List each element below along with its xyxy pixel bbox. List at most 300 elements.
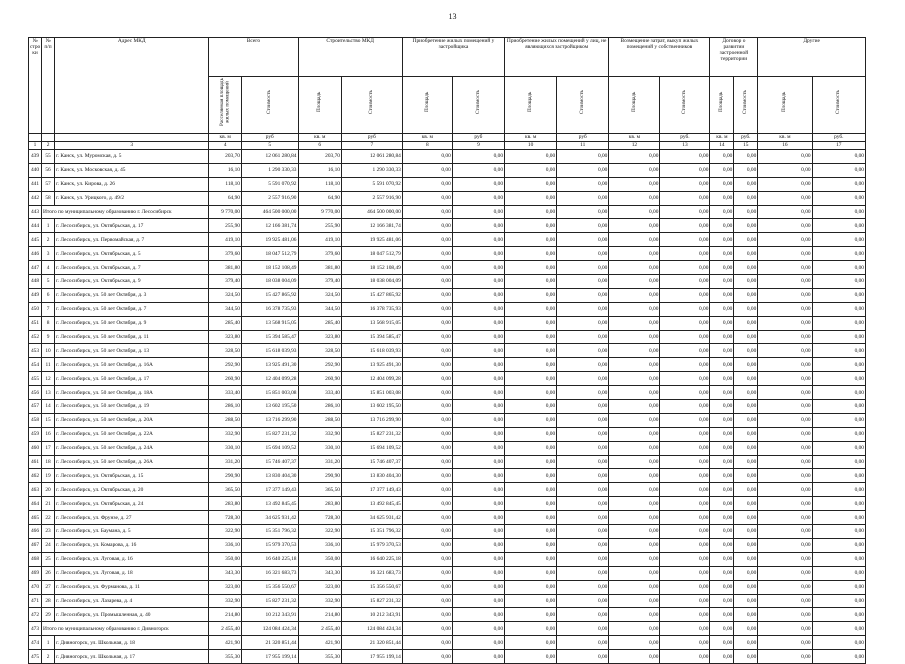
zero-value: 0,00 — [609, 358, 660, 372]
zero-value: 0,00 — [710, 636, 734, 650]
table-body — [29, 150, 866, 664]
zero-value: 0,00 — [660, 247, 710, 261]
zero-value: 0,00 — [402, 177, 452, 191]
zero-value: 0,00 — [734, 650, 758, 664]
construction-area: 286,10 — [298, 400, 341, 414]
zero-value: 0,00 — [557, 275, 609, 289]
table-row — [29, 219, 866, 233]
unit-label: кв. м — [298, 134, 341, 142]
zero-value: 0,00 — [710, 580, 734, 594]
construction-cost: 15 851 003,08 — [341, 386, 402, 400]
total-area: 355,30 — [209, 650, 242, 664]
zero-value: 0,00 — [452, 344, 504, 358]
zero-value: 0,00 — [710, 497, 734, 511]
col-header-cost: Стоимость — [265, 90, 272, 114]
zero-value: 0,00 — [710, 205, 734, 219]
construction-area: 323,80 — [298, 330, 341, 344]
table-row — [29, 552, 866, 566]
zero-value: 0,00 — [660, 372, 710, 386]
column-number: 9 — [452, 142, 504, 150]
zero-value: 0,00 — [734, 247, 758, 261]
table-row — [29, 400, 866, 414]
zero-value: 0,00 — [734, 302, 758, 316]
zero-value: 0,00 — [710, 552, 734, 566]
col-header-area: Площадь — [781, 91, 788, 113]
zero-value: 0,00 — [609, 636, 660, 650]
row-number: 464 — [29, 497, 42, 511]
zero-value: 0,00 — [557, 497, 609, 511]
col-header-address: Адрес МКД — [55, 38, 209, 134]
unit-label: кв. м — [402, 134, 452, 142]
pp-number: 55 — [42, 150, 55, 164]
total-area: 255,90 — [209, 219, 242, 233]
total-cost: 13 568 915,05 — [241, 316, 298, 330]
zero-value: 0,00 — [505, 441, 557, 455]
total-area: 286,10 — [209, 400, 242, 414]
zero-value: 0,00 — [734, 622, 758, 636]
row-number: 460 — [29, 441, 42, 455]
zero-value: 0,00 — [609, 511, 660, 525]
zero-value: 0,00 — [812, 288, 865, 302]
total-cost: 15 979 370,53 — [241, 538, 298, 552]
zero-value: 0,00 — [734, 552, 758, 566]
zero-value: 0,00 — [452, 594, 504, 608]
row-number: 456 — [29, 386, 42, 400]
zero-value: 0,00 — [710, 247, 734, 261]
construction-area: 322,90 — [298, 525, 341, 539]
table-row — [29, 538, 866, 552]
zero-value: 0,00 — [505, 275, 557, 289]
construction-cost: 17 955 199,14 — [341, 650, 402, 664]
table-row — [29, 275, 866, 289]
zero-value: 0,00 — [557, 372, 609, 386]
zero-value: 0,00 — [758, 247, 812, 261]
zero-value: 0,00 — [557, 427, 609, 441]
zero-value: 0,00 — [812, 400, 865, 414]
zero-value: 0,00 — [557, 608, 609, 622]
zero-value: 0,00 — [557, 205, 609, 219]
pp-number: 15 — [42, 413, 55, 427]
zero-value: 0,00 — [710, 413, 734, 427]
zero-value: 0,00 — [758, 622, 812, 636]
zero-value: 0,00 — [734, 261, 758, 275]
zero-value: 0,00 — [557, 483, 609, 497]
row-number: 443 — [29, 205, 42, 219]
zero-value: 0,00 — [505, 455, 557, 469]
zero-value: 0,00 — [758, 497, 812, 511]
row-number: 449 — [29, 288, 42, 302]
zero-value: 0,00 — [452, 566, 504, 580]
zero-value: 0,00 — [505, 497, 557, 511]
zero-value: 0,00 — [660, 469, 710, 483]
total-area: 288,50 — [209, 413, 242, 427]
zero-value: 0,00 — [452, 511, 504, 525]
zero-value: 0,00 — [452, 316, 504, 330]
page-number: 13 — [448, 12, 457, 21]
zero-value: 0,00 — [609, 650, 660, 664]
row-number: 455 — [29, 372, 42, 386]
zero-value: 0,00 — [812, 427, 865, 441]
total-area: 16,10 — [209, 163, 242, 177]
zero-value: 0,00 — [402, 441, 452, 455]
zero-value: 0,00 — [812, 497, 865, 511]
construction-area: 728,30 — [298, 511, 341, 525]
pp-number: 17 — [42, 441, 55, 455]
zero-value: 0,00 — [812, 650, 865, 664]
zero-value: 0,00 — [609, 344, 660, 358]
header-unit-row — [29, 134, 866, 142]
zero-value: 0,00 — [505, 261, 557, 275]
zero-value: 0,00 — [758, 511, 812, 525]
row-number: 453 — [29, 344, 42, 358]
zero-value: 0,00 — [734, 608, 758, 622]
total-area: 322,90 — [209, 525, 242, 539]
total-cost: 15 427 865,92 — [241, 288, 298, 302]
zero-value: 0,00 — [734, 191, 758, 205]
zero-value: 0,00 — [402, 275, 452, 289]
col-header-area-resettled: Расселяемая площадь жилых помещений — [218, 78, 231, 126]
resettlement-register-table — [28, 37, 866, 664]
total-area: 332,90 — [209, 594, 242, 608]
total-cost: 12 061 280,84 — [241, 150, 298, 164]
zero-value: 0,00 — [812, 455, 865, 469]
zero-value: 0,00 — [660, 177, 710, 191]
zero-value: 0,00 — [505, 469, 557, 483]
total-area: 323,80 — [209, 330, 242, 344]
zero-value: 0,00 — [710, 400, 734, 414]
zero-value: 0,00 — [452, 177, 504, 191]
zero-value: 0,00 — [660, 552, 710, 566]
zero-value: 0,00 — [710, 191, 734, 205]
total-area: 332,90 — [209, 427, 242, 441]
pp-number: 2 — [42, 233, 55, 247]
zero-value: 0,00 — [710, 358, 734, 372]
address-cell: г. Лесосибирск, ул. 50 лет Октября, д. 17 — [55, 372, 209, 386]
zero-value: 0,00 — [609, 455, 660, 469]
zero-value: 0,00 — [812, 191, 865, 205]
zero-value: 0,00 — [452, 608, 504, 622]
total-cost: 16 640 225,18 — [241, 552, 298, 566]
zero-value: 0,00 — [557, 358, 609, 372]
zero-value: 0,00 — [505, 594, 557, 608]
table-row — [29, 608, 866, 622]
zero-value: 0,00 — [505, 538, 557, 552]
construction-area: 332,90 — [298, 427, 341, 441]
zero-value: 0,00 — [609, 288, 660, 302]
zero-value: 0,00 — [734, 469, 758, 483]
zero-value: 0,00 — [557, 386, 609, 400]
column-number: 16 — [758, 142, 812, 150]
zero-value: 0,00 — [505, 386, 557, 400]
total-area: 203,70 — [209, 150, 242, 164]
zero-value: 0,00 — [609, 441, 660, 455]
zero-value: 0,00 — [758, 177, 812, 191]
zero-value: 0,00 — [402, 330, 452, 344]
total-area: 214,80 — [209, 608, 242, 622]
zero-value: 0,00 — [609, 386, 660, 400]
address-cell: г. Лесосибирск, ул. Фурманова, д. 11 — [55, 580, 209, 594]
construction-cost: 2 557 916,90 — [341, 191, 402, 205]
zero-value: 0,00 — [758, 233, 812, 247]
zero-value: 0,00 — [660, 455, 710, 469]
construction-cost: 34 625 931,42 — [341, 511, 402, 525]
pp-number: 13 — [42, 386, 55, 400]
pp-number: 19 — [42, 469, 55, 483]
zero-value: 0,00 — [758, 302, 812, 316]
zero-value: 0,00 — [758, 150, 812, 164]
unit-label: руб. — [812, 134, 865, 142]
zero-value: 0,00 — [758, 525, 812, 539]
row-number: 457 — [29, 400, 42, 414]
table-row — [29, 261, 866, 275]
zero-value: 0,00 — [758, 386, 812, 400]
total-area: 323,00 — [209, 580, 242, 594]
zero-value: 0,00 — [710, 525, 734, 539]
zero-value: 0,00 — [609, 552, 660, 566]
total-area: 343,30 — [209, 566, 242, 580]
zero-value: 0,00 — [402, 483, 452, 497]
total-area: 290,90 — [209, 469, 242, 483]
zero-value: 0,00 — [452, 163, 504, 177]
row-number: 465 — [29, 511, 42, 525]
table-row — [29, 191, 866, 205]
total-cost: 15 746 407,37 — [241, 455, 298, 469]
zero-value: 0,00 — [452, 552, 504, 566]
construction-area: 9 770,00 — [298, 205, 341, 219]
zero-value: 0,00 — [660, 566, 710, 580]
zero-value: 0,00 — [660, 650, 710, 664]
row-number: 461 — [29, 455, 42, 469]
construction-area: 379,40 — [298, 275, 341, 289]
zero-value: 0,00 — [812, 261, 865, 275]
construction-cost: 10 212 343,91 — [341, 608, 402, 622]
column-number: 6 — [298, 142, 341, 150]
construction-area: 421,90 — [298, 636, 341, 650]
construction-area: 330,10 — [298, 441, 341, 455]
total-cost: 10 212 343,91 — [241, 608, 298, 622]
header-group-row — [29, 38, 866, 77]
zero-value: 0,00 — [710, 219, 734, 233]
col-header-cost: Стоимость — [835, 90, 841, 114]
table-row — [29, 344, 866, 358]
zero-value: 0,00 — [660, 261, 710, 275]
zero-value: 0,00 — [557, 316, 609, 330]
zero-value: 0,00 — [402, 538, 452, 552]
total-cost: 18 152 108,49 — [241, 261, 298, 275]
zero-value: 0,00 — [812, 441, 865, 455]
table-row — [29, 163, 866, 177]
zero-value: 0,00 — [505, 650, 557, 664]
subtotal-row — [29, 622, 866, 636]
zero-value: 0,00 — [402, 622, 452, 636]
table-row — [29, 372, 866, 386]
total-cost: 17 955 199,14 — [241, 650, 298, 664]
col-header-total: Всего — [209, 38, 298, 77]
construction-area: 328,50 — [298, 344, 341, 358]
zero-value: 0,00 — [812, 608, 865, 622]
total-area: 285,40 — [209, 316, 242, 330]
zero-value: 0,00 — [402, 497, 452, 511]
row-number: 473 — [29, 622, 42, 636]
zero-value: 0,00 — [734, 219, 758, 233]
col-header-acq-builder: Приобретение жилых помещений у застройщика — [402, 38, 504, 77]
address-cell: г. Лесосибирск, ул. Луговая, д. 18 — [55, 566, 209, 580]
row-number: 444 — [29, 219, 42, 233]
pp-number: 26 — [42, 566, 55, 580]
total-cost: 18 038 004,09 — [241, 275, 298, 289]
total-cost: 17 377 149,43 — [241, 483, 298, 497]
zero-value: 0,00 — [609, 483, 660, 497]
zero-value: 0,00 — [660, 205, 710, 219]
total-area: 379,40 — [209, 275, 242, 289]
zero-value: 0,00 — [758, 400, 812, 414]
zero-value: 0,00 — [812, 566, 865, 580]
construction-area: 343,30 — [298, 566, 341, 580]
zero-value: 0,00 — [660, 233, 710, 247]
zero-value: 0,00 — [660, 538, 710, 552]
total-cost: 13 925 491,30 — [241, 358, 298, 372]
pp-number: 18 — [42, 455, 55, 469]
zero-value: 0,00 — [710, 441, 734, 455]
unit-label: кв. м — [710, 134, 734, 142]
construction-cost: 13 602 195,50 — [341, 400, 402, 414]
zero-value: 0,00 — [452, 302, 504, 316]
column-number-row — [29, 142, 866, 150]
construction-area: 118,10 — [298, 177, 341, 191]
zero-value: 0,00 — [660, 608, 710, 622]
zero-value: 0,00 — [452, 538, 504, 552]
zero-value: 0,00 — [609, 525, 660, 539]
table-row — [29, 413, 866, 427]
zero-value: 0,00 — [452, 330, 504, 344]
zero-value: 0,00 — [557, 636, 609, 650]
col-header-cost: Стоимость — [578, 90, 585, 114]
zero-value: 0,00 — [660, 636, 710, 650]
construction-area: 324,50 — [298, 288, 341, 302]
construction-area: 16,10 — [298, 163, 341, 177]
construction-area: 214,80 — [298, 608, 341, 622]
zero-value: 0,00 — [812, 150, 865, 164]
zero-value: 0,00 — [812, 316, 865, 330]
col-header-other: Другие — [758, 38, 866, 77]
zero-value: 0,00 — [710, 275, 734, 289]
zero-value: 0,00 — [758, 316, 812, 330]
zero-value: 0,00 — [402, 302, 452, 316]
zero-value: 0,00 — [557, 622, 609, 636]
zero-value: 0,00 — [812, 413, 865, 427]
zero-value: 0,00 — [734, 566, 758, 580]
zero-value: 0,00 — [734, 330, 758, 344]
zero-value: 0,00 — [758, 205, 812, 219]
zero-value: 0,00 — [812, 538, 865, 552]
table-row — [29, 150, 866, 164]
column-number: 10 — [505, 142, 557, 150]
address-cell: г. Лесосибирск, ул. Комарова, д. 16 — [55, 538, 209, 552]
row-number: 466 — [29, 525, 42, 539]
zero-value: 0,00 — [557, 330, 609, 344]
total-area: 350,00 — [209, 552, 242, 566]
total-area: 379,60 — [209, 247, 242, 261]
zero-value: 0,00 — [609, 427, 660, 441]
zero-value: 0,00 — [452, 469, 504, 483]
pp-number: 14 — [42, 400, 55, 414]
construction-area: 285,40 — [298, 316, 341, 330]
zero-value: 0,00 — [402, 386, 452, 400]
construction-cost: 16 321 683,73 — [341, 566, 402, 580]
pp-number: 57 — [42, 177, 55, 191]
zero-value: 0,00 — [609, 580, 660, 594]
zero-value: 0,00 — [812, 386, 865, 400]
table-row — [29, 177, 866, 191]
zero-value: 0,00 — [609, 566, 660, 580]
pp-number: 3 — [42, 247, 55, 261]
total-cost: 13 602 195,50 — [241, 400, 298, 414]
col-header-construction: Строительство МКД — [298, 38, 402, 77]
zero-value: 0,00 — [758, 455, 812, 469]
construction-cost: 15 979 370,53 — [341, 538, 402, 552]
zero-value: 0,00 — [557, 511, 609, 525]
zero-value: 0,00 — [758, 330, 812, 344]
total-area: 292,90 — [209, 358, 242, 372]
zero-value: 0,00 — [452, 358, 504, 372]
column-number: 1 — [29, 142, 42, 150]
zero-value: 0,00 — [758, 427, 812, 441]
column-number: 12 — [609, 142, 660, 150]
zero-value: 0,00 — [505, 358, 557, 372]
zero-value: 0,00 — [557, 650, 609, 664]
zero-value: 0,00 — [402, 247, 452, 261]
row-number: 459 — [29, 427, 42, 441]
total-cost: 2 557 916,90 — [241, 191, 298, 205]
construction-area: 255,90 — [298, 219, 341, 233]
zero-value: 0,00 — [734, 511, 758, 525]
total-area: 336,10 — [209, 538, 242, 552]
zero-value: 0,00 — [505, 580, 557, 594]
total-cost: 34 625 931,42 — [241, 511, 298, 525]
total-cost: 5 591 070,92 — [241, 177, 298, 191]
construction-area: 2 455,40 — [298, 622, 341, 636]
table-row — [29, 469, 866, 483]
zero-value: 0,00 — [758, 538, 812, 552]
column-number: 14 — [710, 142, 734, 150]
total-area: 421,90 — [209, 636, 242, 650]
zero-value: 0,00 — [660, 400, 710, 414]
total-cost: 15 827 231,32 — [241, 427, 298, 441]
address-cell: г. Лесосибирск, ул. 50 лет Октября, д. 22А — [55, 427, 209, 441]
zero-value: 0,00 — [402, 608, 452, 622]
col-header-cost: Стоимость — [474, 90, 481, 114]
address-cell: г. Лесосибирск, ул. 50 лет Октября, д. 7 — [55, 302, 209, 316]
total-cost: 124 084 424,34 — [241, 622, 298, 636]
pp-number: 10 — [42, 344, 55, 358]
zero-value: 0,00 — [758, 483, 812, 497]
zero-value: 0,00 — [812, 219, 865, 233]
construction-cost: 13 716 299,90 — [341, 413, 402, 427]
pp-number: 23 — [42, 525, 55, 539]
address-cell: г. Дивногорск, ул. Школьная, д. 18 — [55, 636, 209, 650]
zero-value: 0,00 — [402, 552, 452, 566]
zero-value: 0,00 — [660, 191, 710, 205]
zero-value: 0,00 — [609, 413, 660, 427]
construction-area: 288,50 — [298, 413, 341, 427]
zero-value: 0,00 — [505, 483, 557, 497]
zero-value: 0,00 — [557, 538, 609, 552]
zero-value: 0,00 — [557, 580, 609, 594]
pp-number: 25 — [42, 552, 55, 566]
construction-cost: 124 084 424,34 — [341, 622, 402, 636]
zero-value: 0,00 — [758, 288, 812, 302]
zero-value: 0,00 — [710, 622, 734, 636]
